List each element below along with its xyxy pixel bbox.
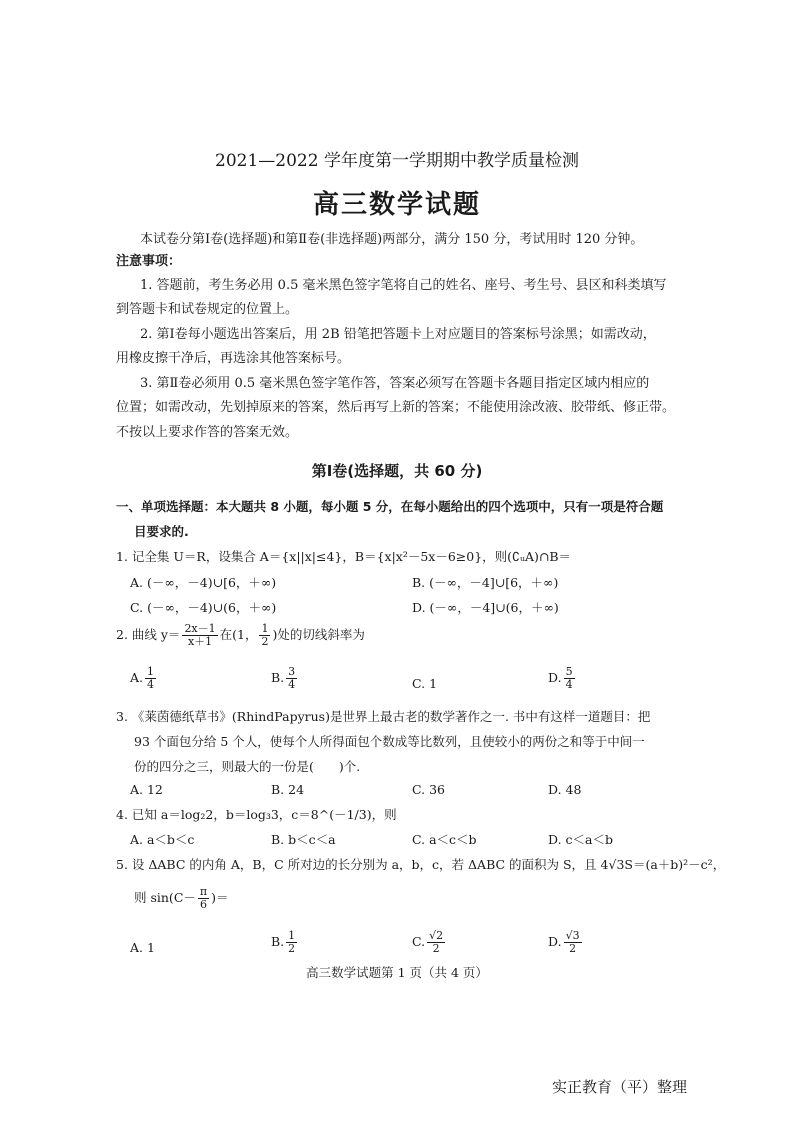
question-4-option-c: C. a＜c＜b (412, 832, 477, 847)
question-2-suffix: )处的切线斜率为 (272, 627, 365, 642)
page-footer: 高三数学试题第 1 页（共 4 页） (306, 965, 488, 980)
question-3-line-3: 份的四分之三，则最大的一份是( )个. (134, 759, 361, 774)
question-5-option-d: D. $\frac{√3}{2}$ (548, 929, 580, 955)
page-title: 高三数学试题 (312, 190, 481, 220)
question-2-option-b: B. $\frac{3}{4}$ (271, 665, 296, 691)
question-2-option-c: C. 1 (412, 676, 438, 691)
notice-item-3-line-3: 不按以上要求作答的答案无效。 (116, 425, 299, 440)
question-2-function-fraction: $\frac{2x-1}{x+1}$ (184, 622, 216, 648)
notice-item-3-line-2: 位置；如需改动，先划掉原来的答案，然后再写上新的答案；不能使用涂改液、胶带纸、修正带。 (116, 400, 676, 415)
question-5-line-2: 则 sin(C－ $\frac{\pi}{6}$ )＝ (134, 885, 229, 911)
watermark-text: 实正教育（平）整理 (552, 1078, 688, 1096)
question-2-mid: 在(1， (219, 627, 258, 642)
question-1-option-b: B. (－∞，－4]∪[6，＋∞) (412, 575, 559, 590)
intro-text: 本试卷分第Ⅰ卷(选择题)和第Ⅱ卷(非选择题)两部分，满分 150 分，考试用时 120 分钟。 (140, 232, 644, 247)
question-2-option-a: A. $\frac{1}{4}$ (130, 665, 155, 691)
part-1-title: 第Ⅰ卷(选择题，共 60 分) (311, 462, 483, 480)
question-2-prefix: 2. 曲线 y＝ (116, 627, 181, 642)
question-1-stem: 1. 记全集 U＝R，设集合 A＝{x||x|≤4}，B＝{x|x²－5x－6≥0}，则(∁ᵤA)∩B＝ (116, 549, 572, 564)
exam-subtitle: 2021—2022 学年度第一学期期中教学质量检测 (215, 151, 579, 171)
notice-item-3-line-1: 3. 第Ⅱ卷必须用 0.5 毫米黑色签字笔作答，答案必须写在答题卡各题目指定区域内相应的 (140, 376, 650, 391)
question-4-option-d: D. c＜a＜b (548, 832, 613, 847)
question-3-line-2: 93 个面包分给 5 个人，使每个人所得面包个数成等比数列，且使较小的两份之和等于中间一 (134, 734, 645, 749)
notice-item-1-line-2: 到答题卡和试卷规定的位置上。 (116, 302, 299, 317)
question-2-stem (116, 623, 365, 648)
question-1-option-a: A. (－∞，－4)∪[6，＋∞) (130, 575, 277, 590)
question-3-option-c: C. 36 (412, 782, 445, 797)
question-5-pi-fraction: $\frac{\pi}{6}$ (199, 885, 208, 911)
question-3-option-b: B. 24 (271, 782, 305, 797)
question-1-option-c: C. (－∞，－4)∪(6，＋∞) (130, 600, 277, 615)
question-5-option-c: C. $\frac{√2}{2}$ (412, 929, 444, 955)
question-3-line-1: 3. 《莱茵德纸草书》(RhindPapyrus)是世界上最古老的数学著作之一. 书中有这样一道题目：把 (116, 709, 651, 724)
question-5-option-b: B. $\frac{1}{2}$ (271, 929, 296, 955)
question-2-point-fraction: $\frac{1}{2}$ (261, 622, 269, 648)
question-4-option-a: A. a＜b＜c (130, 832, 195, 847)
question-3-option-d: D. 48 (548, 782, 582, 797)
notice-heading: 注意事项： (116, 254, 182, 269)
notice-item-1-line-1: 1. 答题前，考生务必用 0.5 毫米黑色签字笔将自己的姓名、座号、考生号、县区和科类填写 (140, 278, 667, 293)
question-4-stem: 4. 已知 a＝log₂2，b＝log₃3，c＝8^(－1/3)，则 (116, 807, 397, 822)
section-1-line-1: 一、单项选择题：本大题共 8 小题，每小题 5 分，在每小题给出的四个选项中，只有一项是符合题 (116, 499, 664, 514)
question-2-option-d: D. $\frac{5}{4}$ (548, 665, 573, 691)
question-4-option-b: B. b＜c＜a (271, 832, 336, 847)
notice-item-2-line-1: 2. 第Ⅰ卷每小题选出答案后，用 2B 铅笔把答题卡上对应题目的答案标号涂黑；如需改动， (140, 327, 656, 342)
notice-item-2-line-2: 用橡皮擦干净后，再选涂其他答案标号。 (116, 351, 351, 366)
section-1-line-2: 目要求的. (134, 524, 189, 539)
question-5-option-a: A. 1 (130, 940, 155, 955)
question-3-option-a: A. 12 (130, 782, 163, 797)
question-5-line-1: 5. 设 ΔABC 的内角 A，B，C 所对边的长分别为 a，b，c，若 ΔABC 的面积为 S，且 4√3S＝(a＋b)²－c²， (116, 857, 726, 872)
question-1-option-d: D. (－∞，－4]∪(6，＋∞) (412, 600, 559, 615)
